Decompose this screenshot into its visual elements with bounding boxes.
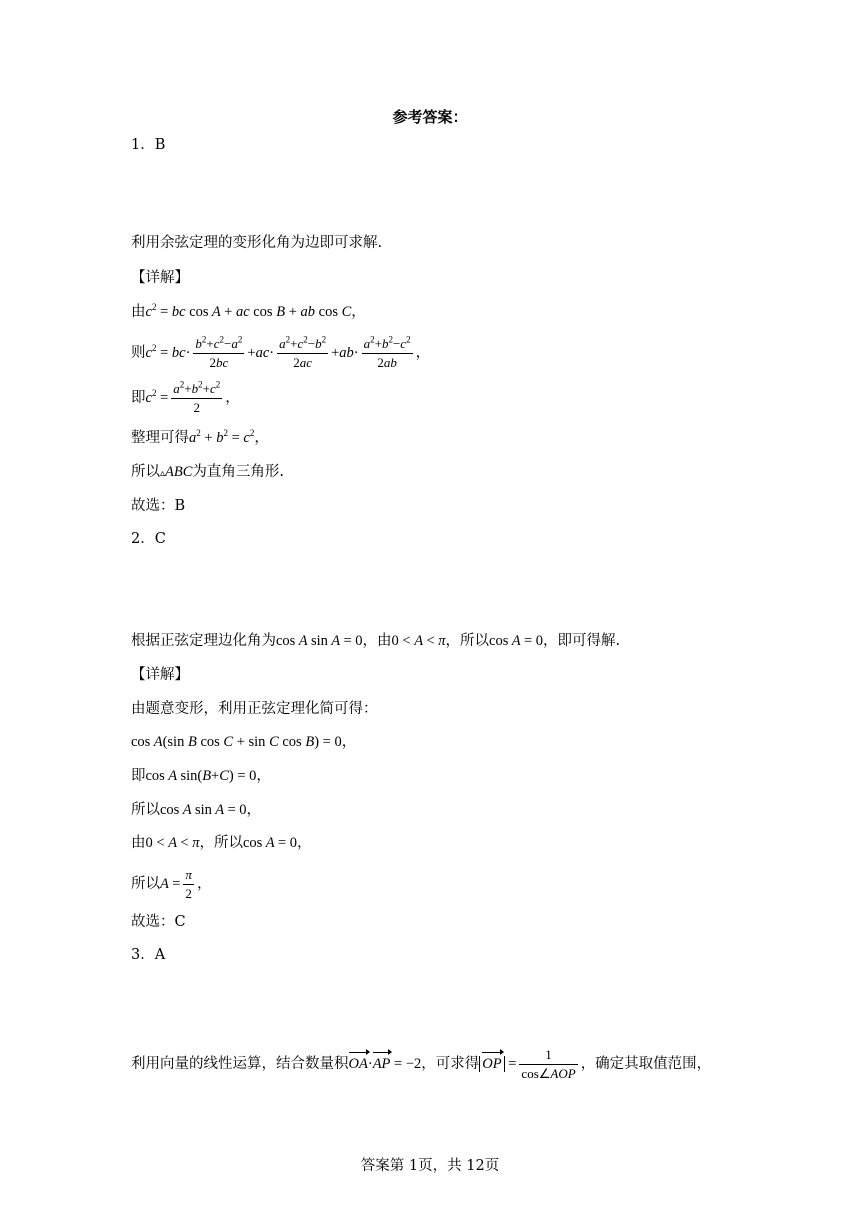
q2-step-4: 由0 < A < π，所以cos A = 0，: [131, 835, 312, 851]
page-title: 参考答案：: [392, 108, 468, 126]
q2-detail-label: 【详解】: [131, 667, 189, 683]
formula: 0 < A < π: [391, 633, 446, 649]
q2-step-5: 所以A = $\frac{\pi}{2}$ ，: [131, 867, 212, 901]
q2-step-1: cos A(sin B cos C + sin C cos B) = 0，: [131, 734, 357, 750]
formula: cos A = 0: [243, 835, 297, 851]
text: ，即可得解.: [543, 633, 621, 649]
q3-analysis: [131, 1046, 711, 1083]
q2-conclusion: 故选：C: [131, 914, 186, 930]
text: ，所以: [199, 835, 243, 851]
formula: cos A = 0: [489, 633, 544, 649]
formula: cos A sin A = 0: [160, 802, 247, 818]
q1-step-3: 即$c^2$ = $\frac{a^2+b^2+c^2}{2}$ ，: [131, 379, 240, 415]
formula: $c^2 = bc\cdot$ $\frac{b^2+c^2-a^2}{2bc}$ +ac· $\frac{a^2+c^2-b^2}{2ac}$ +ab· $\frac{a^2+b^2-c^2}{2ab}$: [145, 334, 411, 370]
text: ，所以: [445, 633, 490, 649]
q2-step-2: 即cos A sin(B+C) = 0，: [131, 768, 271, 784]
text: 即: [131, 389, 146, 406]
formula: A = $\frac{\pi}{2}$: [160, 867, 192, 901]
text: ，确定其取值范围，: [580, 1055, 712, 1072]
text: ，由: [362, 633, 392, 649]
formula: $a^2 + b^2 = c^2$: [189, 428, 255, 446]
formula: cos A sin A = 0: [276, 633, 363, 649]
text: 所以: [131, 802, 160, 818]
formula: cos A sin(B+C) = 0: [145, 768, 257, 784]
formula: OA·AP = −2: [348, 1055, 422, 1072]
text: 为直角三角形.: [192, 464, 285, 480]
q1-analysis: 利用余弦定理的变形化角为边即可求解.: [131, 235, 383, 251]
q1-step-5: [131, 462, 284, 484]
formula: 0 < A < π: [145, 835, 200, 851]
q1-conclusion: 故选：B: [131, 498, 186, 514]
text: 整理可得: [131, 430, 189, 446]
answer-2: 2．C: [131, 531, 166, 547]
text: 由: [131, 304, 146, 320]
formula: ▵ABC: [160, 464, 193, 480]
text: 所以: [131, 875, 160, 892]
text: 根据正弦定理边化角为: [131, 633, 276, 649]
answer-3: 3．A: [131, 947, 166, 963]
q2-detail-1: 由题意变形，利用正弦定理化简可得：: [131, 701, 378, 717]
text: 由: [131, 835, 146, 851]
text: ，可求得: [421, 1055, 480, 1072]
text: 则: [131, 344, 146, 361]
text: 利用向量的线性运算，结合数量积: [131, 1055, 349, 1072]
formula: $c^2$ = bc cos A + ac cos B + ab cos C: [145, 302, 352, 320]
q1-step-4: 整理可得$a^2 + b^2 = c^2$，: [131, 428, 269, 446]
q1-step-1: 由$c^2$ = bc cos A + ac cos B + ab cos C，: [131, 302, 366, 320]
text: 所以: [131, 464, 160, 480]
q1-step-2: 则$c^2 = bc\cdot$ $\frac{b^2+c^2-a^2}{2bc}$ +ac· $\frac{a^2+c^2-b^2}{2ac}$ +ab· $\frac{a^2+b^2-c^2}{2ab}$ ，: [131, 334, 431, 370]
formula: cos A(sin B cos C + sin C cos B) = 0: [131, 734, 342, 750]
formula: $c^2$ = $\frac{a^2+b^2+c^2}{2}$: [145, 379, 221, 415]
q2-step-3: 所以cos A sin A = 0，: [131, 802, 262, 818]
q2-analysis: [131, 631, 620, 651]
text: 即: [131, 768, 146, 784]
q1-detail-label: 【详解】: [131, 270, 189, 286]
formula: OP = $\frac{1}{\text{cos∠AOP}}$: [479, 1056, 580, 1072]
page-footer: 答案第 1页，共 12页: [360, 1158, 500, 1174]
answer-1: 1．B: [131, 137, 166, 153]
